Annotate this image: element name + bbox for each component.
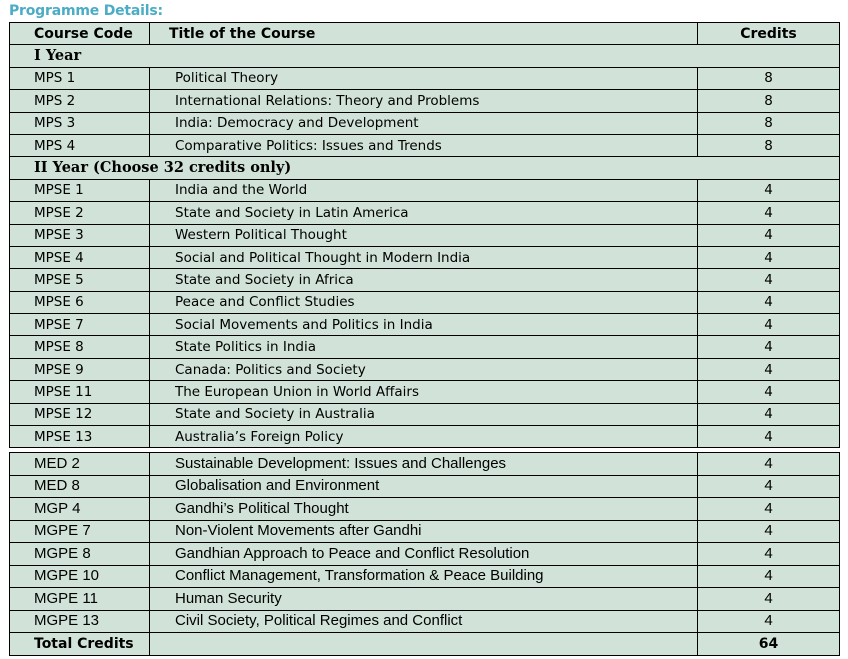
course-title: Social and Political Thought in Modern India — [150, 246, 698, 268]
course-credits: 4 — [698, 291, 840, 313]
course-title: Political Theory — [150, 67, 698, 89]
course-title: Conflict Management, Transformation & Peace Building — [150, 565, 698, 588]
course-credits: 4 — [698, 269, 840, 291]
course-title: State and Society in Africa — [150, 269, 698, 291]
page-title: Programme Details: — [9, 3, 163, 19]
course-title: Comparative Politics: Issues and Trends — [150, 134, 698, 156]
table-row — [10, 565, 840, 588]
course-code: MED 2 — [10, 453, 150, 476]
course-code: MPSE 11 — [10, 381, 150, 403]
course-code: MPSE 8 — [10, 336, 150, 358]
course-code: MPSE 9 — [10, 358, 150, 380]
course-code: MPS 3 — [10, 112, 150, 134]
column-header-course-code: Course Code — [10, 23, 150, 45]
course-credits: 8 — [698, 67, 840, 89]
table-row — [10, 112, 840, 134]
course-code: MPSE 6 — [10, 291, 150, 313]
section-row-year-2 — [10, 157, 840, 179]
course-credits: 8 — [698, 112, 840, 134]
course-title: Western Political Thought — [150, 224, 698, 246]
course-code: MGPE 8 — [10, 543, 150, 566]
course-code: MPSE 2 — [10, 202, 150, 224]
course-code: MPSE 3 — [10, 224, 150, 246]
course-credits: 4 — [698, 588, 840, 611]
course-title: State and Society in Latin America — [150, 202, 698, 224]
course-code: MGPE 13 — [10, 610, 150, 633]
course-title: Human Security — [150, 588, 698, 611]
section-label: I Year — [10, 45, 840, 67]
table-row — [10, 610, 840, 633]
table-row — [10, 134, 840, 156]
course-code: MPSE 12 — [10, 403, 150, 425]
section-label: II Year (Choose 32 credits only) — [10, 157, 840, 179]
table-row — [10, 403, 840, 425]
course-credits: 4 — [698, 565, 840, 588]
programme-table-electives — [9, 452, 840, 656]
table-row — [10, 202, 840, 224]
course-credits: 4 — [698, 224, 840, 246]
course-credits: 4 — [698, 453, 840, 476]
course-code: MGPE 7 — [10, 520, 150, 543]
course-code: MPSE 5 — [10, 269, 150, 291]
course-credits: 4 — [698, 498, 840, 521]
course-credits: 4 — [698, 381, 840, 403]
total-credits-empty — [150, 633, 698, 656]
table-row — [10, 520, 840, 543]
course-title: India: Democracy and Development — [150, 112, 698, 134]
programme-table-main — [9, 22, 840, 448]
course-credits: 8 — [698, 90, 840, 112]
course-code: MGPE 11 — [10, 588, 150, 611]
table-row — [10, 588, 840, 611]
table-row — [10, 336, 840, 358]
course-code: MED 8 — [10, 475, 150, 498]
table-row — [10, 179, 840, 201]
table-row — [10, 314, 840, 336]
course-title: Peace and Conflict Studies — [150, 291, 698, 313]
course-title: Sustainable Development: Issues and Challenges — [150, 453, 698, 476]
course-title: State and Society in Australia — [150, 403, 698, 425]
course-credits: 4 — [698, 543, 840, 566]
course-credits: 4 — [698, 358, 840, 380]
table-row — [10, 67, 840, 89]
course-credits: 4 — [698, 403, 840, 425]
table-row — [10, 381, 840, 403]
total-credits-value: 64 — [698, 633, 840, 656]
course-title: The European Union in World Affairs — [150, 381, 698, 403]
table-row — [10, 453, 840, 476]
course-credits: 4 — [698, 336, 840, 358]
course-title: India and the World — [150, 179, 698, 201]
total-credits-row — [10, 633, 840, 656]
course-title: Canada: Politics and Society — [150, 358, 698, 380]
course-code: MPSE 13 — [10, 426, 150, 448]
course-credits: 4 — [698, 520, 840, 543]
column-header-title: Title of the Course — [150, 23, 698, 45]
course-credits: 4 — [698, 246, 840, 268]
course-credits: 4 — [698, 179, 840, 201]
table-row — [10, 498, 840, 521]
course-code: MPSE 4 — [10, 246, 150, 268]
table-row — [10, 269, 840, 291]
course-title: Civil Society, Political Regimes and Conflict — [150, 610, 698, 633]
course-code: MGP 4 — [10, 498, 150, 521]
course-title: Gandhi’s Political Thought — [150, 498, 698, 521]
course-title: Globalisation and Environment — [150, 475, 698, 498]
course-code: MGPE 10 — [10, 565, 150, 588]
table-row — [10, 543, 840, 566]
table-row — [10, 224, 840, 246]
course-title: Australia’s Foreign Policy — [150, 426, 698, 448]
course-code: MPS 4 — [10, 134, 150, 156]
course-title: Non-Violent Movements after Gandhi — [150, 520, 698, 543]
table-row — [10, 426, 840, 448]
table-header-row — [10, 23, 840, 45]
course-code: MPS 1 — [10, 67, 150, 89]
course-credits: 4 — [698, 610, 840, 633]
section-row-year-1 — [10, 45, 840, 67]
column-header-credits: Credits — [698, 23, 840, 45]
course-credits: 4 — [698, 426, 840, 448]
table-row — [10, 475, 840, 498]
course-credits: 8 — [698, 134, 840, 156]
course-credits: 4 — [698, 475, 840, 498]
course-title: State Politics in India — [150, 336, 698, 358]
course-code: MPS 2 — [10, 90, 150, 112]
table-row — [10, 291, 840, 313]
course-title: Gandhian Approach to Peace and Conflict Resolution — [150, 543, 698, 566]
course-title: International Relations: Theory and Problems — [150, 90, 698, 112]
course-title: Social Movements and Politics in India — [150, 314, 698, 336]
total-credits-label: Total Credits — [10, 633, 150, 656]
table-row — [10, 90, 840, 112]
course-code: MPSE 1 — [10, 179, 150, 201]
table-row — [10, 246, 840, 268]
course-code: MPSE 7 — [10, 314, 150, 336]
course-credits: 4 — [698, 202, 840, 224]
course-credits: 4 — [698, 314, 840, 336]
table-row — [10, 358, 840, 380]
